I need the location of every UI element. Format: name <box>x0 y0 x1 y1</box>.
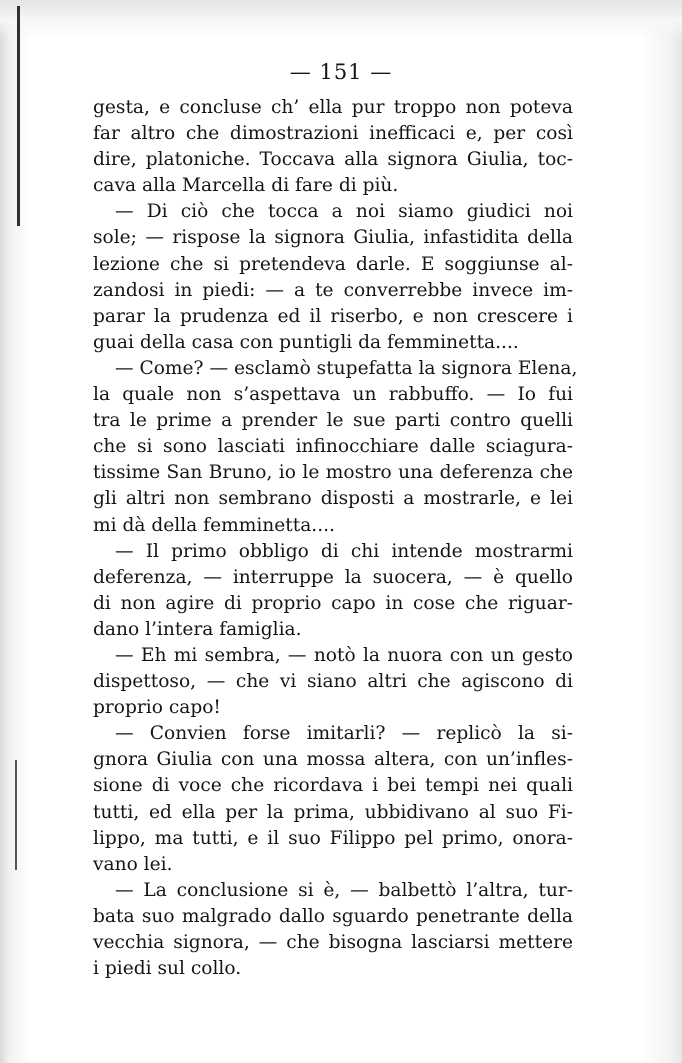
text-line: far altro che dimostrazioni inefficaci e, per così <box>93 123 573 145</box>
text-line: sione di voce che ricordava i bei tempi nei quali <box>93 775 573 797</box>
text-line: proprio capo! <box>93 697 221 719</box>
text-line: — Eh mi sembra, — notò la nuora con un gesto <box>115 644 573 666</box>
text-line: — Come? — esclamò stupefatta la signora Elena, <box>115 357 578 379</box>
text-line: la quale non s’aspettava un rabbuffo. — Io fui <box>93 384 573 406</box>
text-line: dire, platoniche. Toccava alla signora Giulia, toc- <box>93 149 573 171</box>
text-line: lezione che si pretendeva darle. E soggiunse al- <box>93 253 573 275</box>
text-line: cava alla Marcella di fare di più. <box>93 175 399 197</box>
text-line: vano lei. <box>93 853 173 875</box>
binding-edge <box>17 6 20 226</box>
text-line: gesta, e concluse ch’ ella pur troppo non poteva <box>93 97 573 118</box>
text-line: che si sono lasciati infinocchiare dalle sciagura- <box>93 436 573 458</box>
text-line: lippo, ma tutti, e il suo Filippo pel primo, onora- <box>93 827 573 849</box>
text-line: mi dà della femminetta.... <box>93 514 335 536</box>
text-line: parar la prudenza ed il riserbo, e non crescere i <box>93 305 573 327</box>
text-line: tutti, ed ella per la prima, ubbidivano al suo Fi- <box>93 801 573 823</box>
text-line: i piedi sul collo. <box>93 958 242 980</box>
text-line: guai della casa con puntigli da femminetta.... <box>93 331 519 353</box>
text-line: tra le prime a prender le sue parti contro quelli <box>93 410 573 432</box>
text-line: vecchia signora, — che bisogna lasciarsi mettere <box>93 932 573 953</box>
body-text <box>93 95 578 982</box>
text-line: sole; — rispose la signora Giulia, infastidita della <box>93 227 573 249</box>
text-line: gli altri non sembrano disposti a mostrarle, e lei <box>93 488 573 510</box>
text-line: dispettoso, — che vi siano altri che agiscono di <box>93 671 573 693</box>
page-shadow <box>0 0 682 40</box>
text-line: zandosi in piedi: — a te converrebbe invece im- <box>93 279 573 301</box>
text-line: — Il primo obbligo di chi intende mostrarmi <box>115 540 573 562</box>
binding-edge-lower <box>15 760 17 870</box>
text-line: deferenza, — interruppe la suocera, — è quello <box>93 566 573 588</box>
text-line: — La conclusione si è, — balbettò l’altra, tur- <box>115 879 573 901</box>
text-line: dano l’intera famiglia. <box>93 618 302 640</box>
text-line: di non agire di proprio capo in cose che riguar- <box>93 592 573 614</box>
text-line: gnora Giulia con una mossa altera, con un’infles- <box>93 749 573 771</box>
page-number: — 151 — <box>289 60 393 84</box>
text-line: bata suo malgrado dallo sguardo penetrante della <box>93 905 573 927</box>
text-line: — Di ciò che tocca a noi siamo giudici noi <box>115 201 573 223</box>
text-line: tissime San Bruno, io le mostro una deferenza che <box>93 462 573 484</box>
text-line: — Convien forse imitarli? — replicò la si- <box>115 723 573 745</box>
